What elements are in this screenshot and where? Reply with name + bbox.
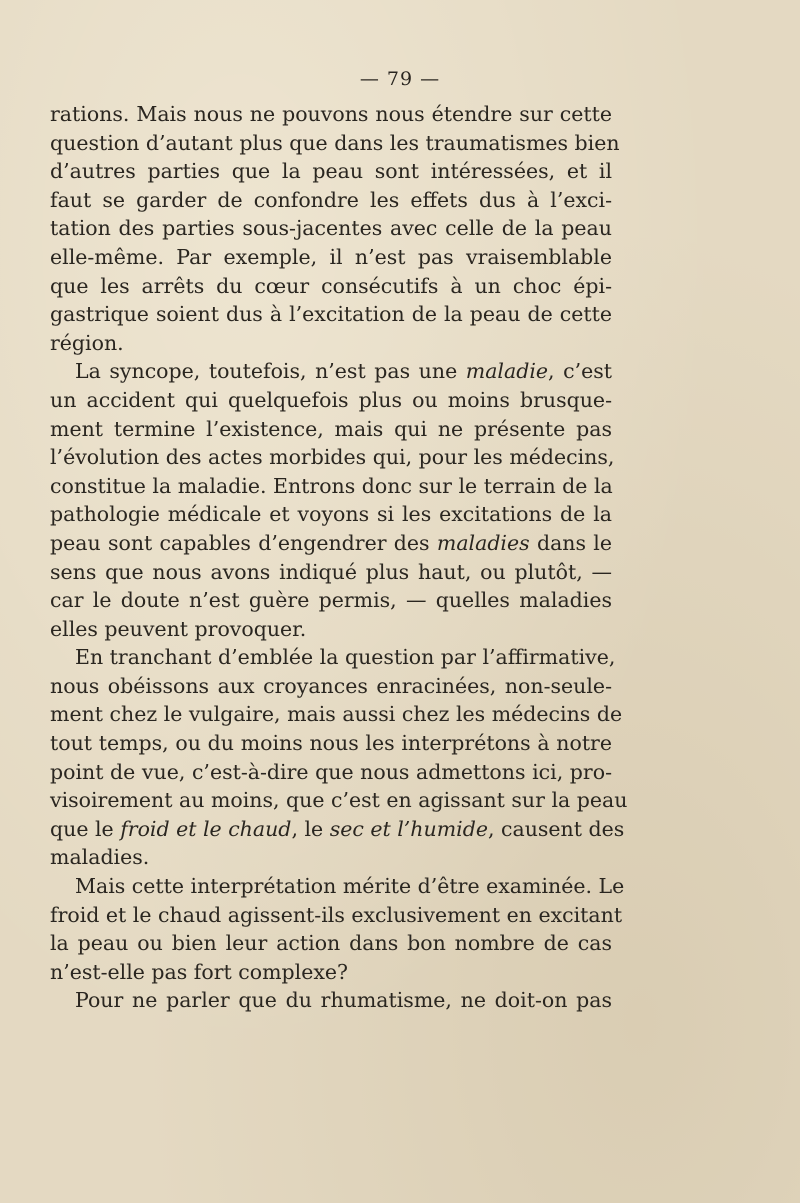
text-line	[50, 958, 612, 987]
text-segment: En tranchant d’emblée la question par l’affirmative,	[75, 645, 616, 670]
text-line	[50, 700, 623, 729]
text-segment: car le doute n’est guère permis, — quelles maladies	[50, 588, 612, 613]
text-line	[50, 786, 628, 815]
text-segment: elle-même. Par exemple, il n’est pas vraisemblable	[50, 244, 612, 269]
text-segment: visoirement au moins, que c’est en agissant sur la peau	[50, 788, 628, 813]
text-line	[50, 758, 612, 787]
text-line	[50, 901, 623, 930]
text-line	[50, 100, 612, 129]
text-line	[50, 157, 612, 186]
text-segment: ment termine l’existence, mais qui ne présente pas	[50, 416, 612, 441]
text-segment: d’autres parties que la peau sont intéressées, et il	[50, 159, 612, 184]
text-segment: dans le	[529, 530, 612, 555]
italic-segment: maladies	[436, 530, 530, 555]
text-segment: , c’est	[548, 359, 612, 384]
body-text	[50, 100, 628, 1015]
text-segment: tation des parties sous-jacentes avec celle de la peau	[50, 216, 612, 241]
text-segment: tout temps, ou du moins nous les interprétons à notre	[50, 731, 612, 756]
text-segment: elles peuvent provoquer.	[50, 616, 307, 641]
text-line	[50, 300, 612, 329]
text-segment: froid et le chaud agissent-ils exclusivement en excitant	[50, 902, 623, 927]
text-line	[50, 415, 612, 444]
italic-segment: sec et l’humide	[329, 816, 488, 841]
text-segment: la peau ou bien leur action dans bon nombre de cas	[50, 931, 612, 956]
text-line	[50, 643, 616, 672]
text-segment: peau sont capables d’engendrer des	[50, 530, 437, 555]
text-line	[50, 500, 612, 529]
text-segment: que le	[50, 816, 121, 841]
text-segment: maladies.	[50, 845, 150, 870]
text-line	[50, 929, 612, 958]
text-line	[50, 843, 612, 872]
text-line	[50, 243, 612, 272]
text-line	[50, 529, 612, 558]
text-segment: gastrique soient dus à l’excitation de la peau de cette	[50, 302, 612, 327]
text-segment: sens que nous avons indiqué plus haut, ou plutôt, —	[50, 559, 612, 584]
text-segment: un accident qui quelquefois plus ou moins brusque-	[50, 387, 612, 412]
text-segment: Pour ne parler que du rhumatisme, ne doit-on pas	[75, 988, 612, 1013]
text-line	[50, 129, 620, 158]
italic-segment: froid et le chaud	[120, 816, 292, 841]
text-segment: La syncope, toutefois, n’est pas une	[75, 359, 466, 384]
text-line	[50, 872, 625, 901]
text-line	[50, 472, 612, 501]
text-segment: ment chez le vulgaire, mais aussi chez les médecins de	[50, 702, 623, 727]
text-line	[50, 214, 612, 243]
text-line	[50, 815, 625, 844]
text-line	[50, 672, 612, 701]
text-line	[50, 272, 612, 301]
page-number: — 79 —	[359, 68, 441, 90]
text-line	[50, 586, 612, 615]
text-segment: Mais cette interprétation mérite d’être examinée. Le	[75, 874, 625, 899]
text-segment: pathologie médicale et voyons si les excitations de la	[50, 502, 612, 527]
text-segment: que les arrêts du cœur consécutifs à un choc épi-	[50, 273, 612, 298]
text-line	[50, 986, 612, 1015]
text-segment: question d’autant plus que dans les traumatismes bien	[50, 130, 620, 155]
text-line	[50, 386, 612, 415]
text-segment: point de vue, c’est-à-dire que nous admettons ici, pro-	[50, 759, 612, 784]
text-line	[50, 329, 612, 358]
text-segment: région.	[50, 330, 124, 355]
italic-segment: maladie	[465, 359, 549, 384]
text-segment: nous obéissons aux croyances enracinées, non-seule-	[50, 673, 612, 698]
text-line	[50, 186, 612, 215]
text-segment: rations. Mais nous ne pouvons nous étendre sur cette	[50, 102, 612, 126]
text-segment: n’est-elle pas fort complexe?	[50, 959, 349, 984]
text-segment: , causent des	[487, 816, 625, 841]
text-segment: constitue la maladie. Entrons donc sur le terrain de la	[50, 473, 613, 498]
text-line	[50, 443, 615, 472]
text-line	[50, 357, 612, 386]
text-segment: faut se garder de confondre les effets dus à l’exci-	[50, 187, 612, 212]
text-line	[50, 558, 612, 587]
text-line	[50, 615, 612, 644]
text-segment: l’évolution des actes morbides qui, pour les médecins,	[50, 445, 615, 470]
text-line	[50, 729, 612, 758]
text-segment: , le	[291, 816, 330, 841]
